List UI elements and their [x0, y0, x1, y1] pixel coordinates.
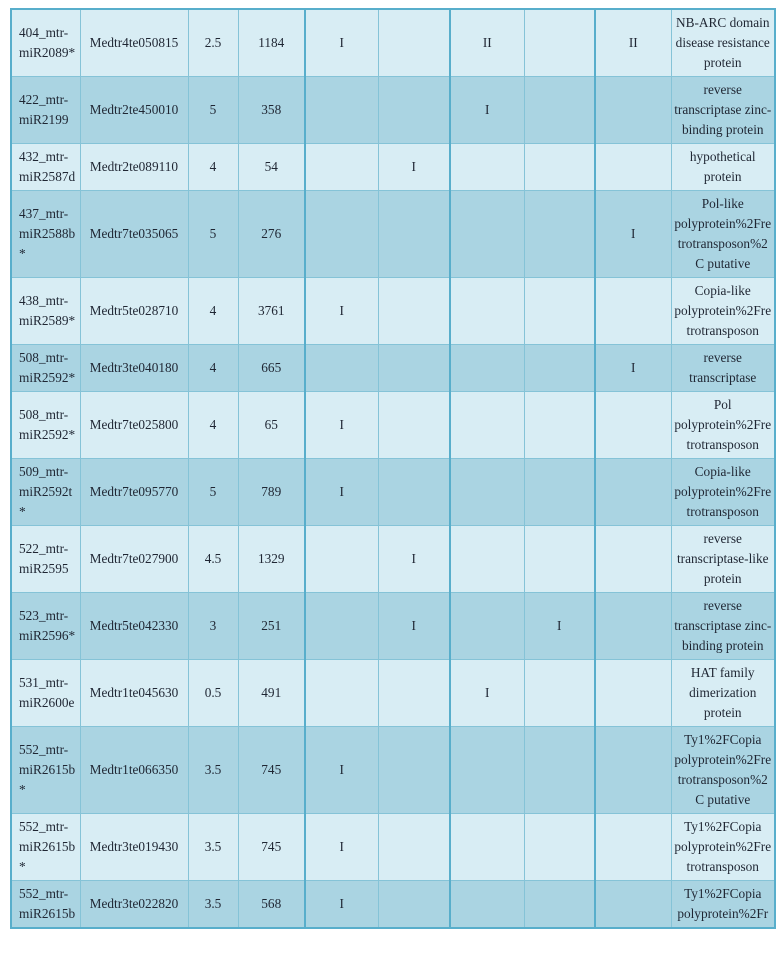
stage-marker-cell: [450, 727, 524, 814]
numeric-cell: 276: [238, 191, 305, 278]
numeric-cell: 54: [238, 144, 305, 191]
table-row: [11, 881, 775, 929]
description-cell: Ty1%2FCopia polyprotein%2Fr: [671, 881, 775, 929]
stage-marker-cell: I: [524, 593, 595, 660]
stage-marker-cell: [450, 881, 524, 929]
mirna-name-cell: 404_mtr-miR2089*: [11, 9, 80, 77]
description-cell: Copia-like polyprotein%2Fretrotransposon: [671, 459, 775, 526]
stage-marker-cell: I: [305, 278, 378, 345]
stage-marker-cell: [595, 77, 671, 144]
stage-marker-cell: [524, 278, 595, 345]
stage-marker-cell: I: [595, 191, 671, 278]
stage-marker-cell: [450, 191, 524, 278]
stage-marker-cell: [378, 191, 450, 278]
stage-marker-cell: I: [378, 144, 450, 191]
description-cell: NB-ARC domain disease resistance protein: [671, 9, 775, 77]
table-row: [11, 144, 775, 191]
gene-id-cell: Medtr7te025800: [80, 392, 188, 459]
numeric-cell: 3.5: [188, 814, 238, 881]
numeric-cell: 789: [238, 459, 305, 526]
description-cell: reverse transcriptase: [671, 345, 775, 392]
stage-marker-cell: I: [378, 526, 450, 593]
stage-marker-cell: [524, 881, 595, 929]
description-cell: HAT family dimerization protein: [671, 660, 775, 727]
description-cell: reverse transcriptase zinc-binding protein: [671, 593, 775, 660]
stage-marker-cell: [305, 345, 378, 392]
description-cell: reverse transcriptase zinc-binding protein: [671, 77, 775, 144]
stage-marker-cell: [595, 727, 671, 814]
gene-id-cell: Medtr5te028710: [80, 278, 188, 345]
stage-marker-cell: [524, 727, 595, 814]
stage-marker-cell: [305, 77, 378, 144]
stage-marker-cell: II: [450, 9, 524, 77]
stage-marker-cell: [595, 278, 671, 345]
gene-id-cell: Medtr7te027900: [80, 526, 188, 593]
stage-marker-cell: [524, 144, 595, 191]
stage-marker-cell: I: [305, 9, 378, 77]
stage-marker-cell: [450, 278, 524, 345]
description-cell: Ty1%2FCopia polyprotein%2Fretrotransposon: [671, 814, 775, 881]
numeric-cell: 2.5: [188, 9, 238, 77]
stage-marker-cell: [305, 191, 378, 278]
stage-marker-cell: [378, 9, 450, 77]
stage-marker-cell: [524, 191, 595, 278]
stage-marker-cell: [450, 345, 524, 392]
description-cell: Pol polyprotein%2Fretrotransposon: [671, 392, 775, 459]
stage-marker-cell: [378, 345, 450, 392]
numeric-cell: 5: [188, 459, 238, 526]
gene-id-cell: Medtr2te089110: [80, 144, 188, 191]
numeric-cell: 745: [238, 727, 305, 814]
table-body: [11, 9, 775, 928]
gene-id-cell: Medtr3te019430: [80, 814, 188, 881]
gene-id-cell: Medtr1te045630: [80, 660, 188, 727]
stage-marker-cell: [595, 144, 671, 191]
mirna-name-cell: 531_mtr-miR2600e: [11, 660, 80, 727]
stage-marker-cell: [595, 660, 671, 727]
table-row: [11, 9, 775, 77]
numeric-cell: 3.5: [188, 881, 238, 929]
stage-marker-cell: II: [595, 9, 671, 77]
stage-marker-cell: [378, 77, 450, 144]
gene-id-cell: Medtr7te035065: [80, 191, 188, 278]
table-row: [11, 660, 775, 727]
numeric-cell: 4: [188, 144, 238, 191]
mirna-name-cell: 552_mtr-miR2615b*: [11, 814, 80, 881]
numeric-cell: 3.5: [188, 727, 238, 814]
mirna-name-cell: 552_mtr-miR2615b*: [11, 727, 80, 814]
stage-marker-cell: [595, 526, 671, 593]
numeric-cell: 1184: [238, 9, 305, 77]
numeric-cell: 1329: [238, 526, 305, 593]
stage-marker-cell: [595, 392, 671, 459]
stage-marker-cell: [378, 660, 450, 727]
numeric-cell: 568: [238, 881, 305, 929]
stage-marker-cell: [450, 392, 524, 459]
gene-id-cell: Medtr5te042330: [80, 593, 188, 660]
stage-marker-cell: [378, 278, 450, 345]
table-row: [11, 727, 775, 814]
mirna-name-cell: 438_mtr-miR2589*: [11, 278, 80, 345]
stage-marker-cell: [305, 144, 378, 191]
numeric-cell: 4: [188, 392, 238, 459]
mirna-name-cell: 432_mtr-miR2587d: [11, 144, 80, 191]
table-row: [11, 345, 775, 392]
stage-marker-cell: [450, 593, 524, 660]
numeric-cell: 3761: [238, 278, 305, 345]
stage-marker-cell: [378, 459, 450, 526]
numeric-cell: 3: [188, 593, 238, 660]
stage-marker-cell: I: [305, 392, 378, 459]
stage-marker-cell: [524, 660, 595, 727]
description-cell: Ty1%2FCopia polyprotein%2Fretrotransposon%2C putative: [671, 727, 775, 814]
stage-marker-cell: I: [305, 881, 378, 929]
mirna-name-cell: 422_mtr-miR2199: [11, 77, 80, 144]
stage-marker-cell: [450, 526, 524, 593]
numeric-cell: 251: [238, 593, 305, 660]
numeric-cell: 65: [238, 392, 305, 459]
stage-marker-cell: [595, 814, 671, 881]
stage-marker-cell: [524, 814, 595, 881]
numeric-cell: 5: [188, 77, 238, 144]
numeric-cell: 491: [238, 660, 305, 727]
mirna-name-cell: 508_mtr-miR2592*: [11, 345, 80, 392]
description-cell: Pol-like polyprotein%2Fretrotransposon%2C putative: [671, 191, 775, 278]
numeric-cell: 358: [238, 77, 305, 144]
stage-marker-cell: [524, 345, 595, 392]
stage-marker-cell: [305, 660, 378, 727]
description-cell: Copia-like polyprotein%2Fretrotransposon: [671, 278, 775, 345]
stage-marker-cell: I: [450, 77, 524, 144]
stage-marker-cell: [450, 459, 524, 526]
stage-marker-cell: I: [305, 459, 378, 526]
table-row: [11, 526, 775, 593]
description-cell: hypothetical protein: [671, 144, 775, 191]
numeric-cell: 0.5: [188, 660, 238, 727]
mirna-name-cell: 522_mtr-miR2595: [11, 526, 80, 593]
gene-id-cell: Medtr2te450010: [80, 77, 188, 144]
stage-marker-cell: [595, 459, 671, 526]
table-row: [11, 814, 775, 881]
stage-marker-cell: I: [450, 660, 524, 727]
table-row: [11, 392, 775, 459]
numeric-cell: 4.5: [188, 526, 238, 593]
stage-marker-cell: I: [595, 345, 671, 392]
stage-marker-cell: [524, 9, 595, 77]
stage-marker-cell: I: [305, 814, 378, 881]
gene-id-cell: Medtr1te066350: [80, 727, 188, 814]
numeric-cell: 4: [188, 345, 238, 392]
mirna-target-table: [10, 8, 776, 929]
table-row: [11, 77, 775, 144]
stage-marker-cell: [524, 392, 595, 459]
numeric-cell: 745: [238, 814, 305, 881]
stage-marker-cell: [595, 881, 671, 929]
table-row: [11, 191, 775, 278]
mirna-name-cell: 552_mtr-miR2615b: [11, 881, 80, 929]
stage-marker-cell: I: [378, 593, 450, 660]
stage-marker-cell: [450, 144, 524, 191]
table-row: [11, 278, 775, 345]
stage-marker-cell: [524, 459, 595, 526]
numeric-cell: 4: [188, 278, 238, 345]
mirna-name-cell: 508_mtr-miR2592*: [11, 392, 80, 459]
gene-id-cell: Medtr7te095770: [80, 459, 188, 526]
stage-marker-cell: I: [305, 727, 378, 814]
table-row: [11, 459, 775, 526]
gene-id-cell: Medtr3te022820: [80, 881, 188, 929]
numeric-cell: 5: [188, 191, 238, 278]
stage-marker-cell: [378, 392, 450, 459]
stage-marker-cell: [378, 881, 450, 929]
mirna-name-cell: 437_mtr-miR2588b*: [11, 191, 80, 278]
numeric-cell: 665: [238, 345, 305, 392]
table-row: [11, 593, 775, 660]
stage-marker-cell: [450, 814, 524, 881]
stage-marker-cell: [305, 526, 378, 593]
stage-marker-cell: [524, 77, 595, 144]
stage-marker-cell: [378, 814, 450, 881]
mirna-name-cell: 523_mtr-miR2596*: [11, 593, 80, 660]
stage-marker-cell: [305, 593, 378, 660]
mirna-name-cell: 509_mtr-miR2592t*: [11, 459, 80, 526]
stage-marker-cell: [524, 526, 595, 593]
stage-marker-cell: [378, 727, 450, 814]
stage-marker-cell: [595, 593, 671, 660]
gene-id-cell: Medtr4te050815: [80, 9, 188, 77]
description-cell: reverse transcriptase-like protein: [671, 526, 775, 593]
gene-id-cell: Medtr3te040180: [80, 345, 188, 392]
